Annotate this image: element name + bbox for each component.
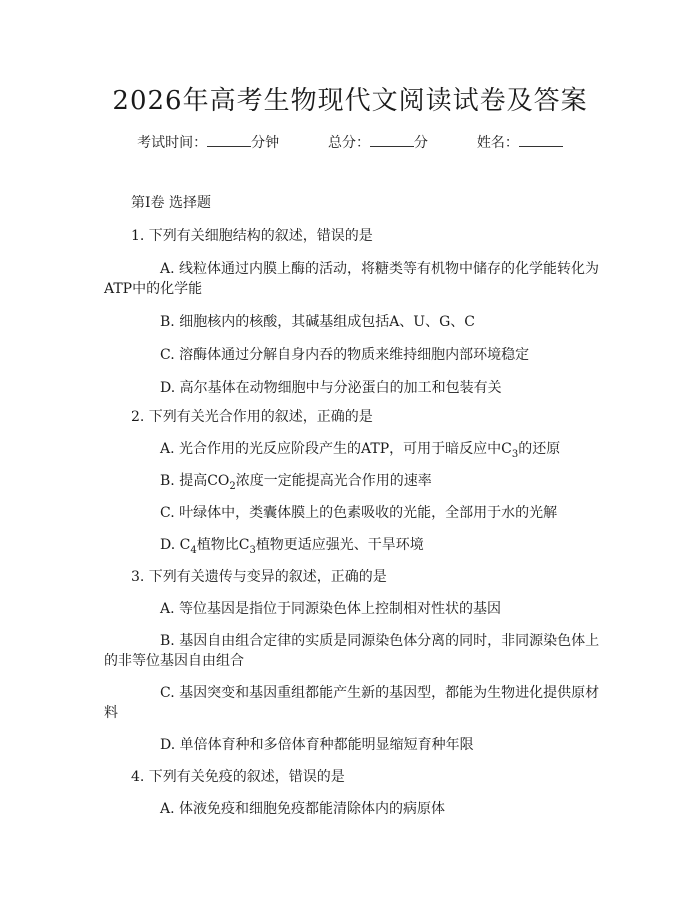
question-3-stem: 3. 下列有关遗传与变异的叙述，正确的是 — [131, 569, 387, 585]
exam-info-line — [0, 132, 700, 152]
question-2-option-b: B. 提高$CO_2$浓度一定能提高光合作用的速率 — [160, 473, 432, 492]
question-2-option-a: A. 光合作用的光反应阶段产生的ATP，可用于暗反应中$C_3$的还原 — [160, 441, 561, 460]
name-blank[interactable] — [519, 134, 563, 147]
page-title: 2026年高考生物现代文阅读试卷及答案 — [112, 86, 588, 116]
question-4-option-a: A. 体液免疫和细胞免疫都能清除体内的病原体 — [160, 801, 446, 817]
score-unit: 分 — [414, 135, 428, 151]
question-2-option-c: C. 叶绿体中，类囊体膜上的色素吸收的光能，全部用于水的光解 — [160, 505, 558, 521]
question-3-option-c: C. 基因突变和基因重组都能产生新的基因型，都能为生物进化提供原材 — [160, 685, 600, 701]
question-3-option-b-cont: 的非等位基因自由组合 — [104, 653, 244, 669]
question-1-stem: 1. 下列有关细胞结构的叙述，错误的是 — [131, 228, 373, 244]
question-4-stem: 4. 下列有关免疫的叙述，错误的是 — [131, 769, 345, 785]
question-2-stem: 2. 下列有关光合作用的叙述，正确的是 — [131, 409, 373, 425]
time-unit: 分钟 — [251, 135, 280, 151]
question-1-option-a-cont: ATP中的化学能 — [104, 281, 203, 297]
question-1-option-d: D. 高尔基体在动物细胞中与分泌蛋白的加工和包装有关 — [160, 380, 502, 396]
question-1-option-a: A. 线粒体通过内膜上酶的活动，将糖类等有机物中储存的化学能转化为 — [160, 261, 600, 277]
question-3-option-b: B. 基因自由组合定律的实质是同源染色体分离的同时，非同源染色体上 — [160, 633, 600, 649]
question-1-option-c: C. 溶酶体通过分解自身内吞的物质来维持细胞内部环境稳定 — [160, 347, 530, 363]
question-3-option-a: A. 等位基因是指位于同源染色体上控制相对性状的基因 — [160, 601, 502, 617]
question-3-option-c-cont: 料 — [104, 705, 118, 721]
time-label: 考试时间： — [137, 135, 208, 151]
name-label: 姓名： — [476, 135, 519, 151]
section-heading: 第Ⅰ卷 选择题 — [131, 195, 211, 211]
score-label: 总分： — [328, 135, 370, 151]
question-1-option-b: B. 细胞核内的核酸，其碱基组成包括A、U、G、C — [160, 314, 475, 330]
score-blank[interactable] — [370, 134, 414, 147]
question-2-option-d: D. $C_4$植物比$C_3$植物更适应强光、干旱环境 — [160, 537, 424, 556]
question-3-option-d: D. 单倍体育种和多倍体育种都能明显缩短育种年限 — [160, 737, 474, 753]
time-blank[interactable] — [207, 134, 251, 147]
